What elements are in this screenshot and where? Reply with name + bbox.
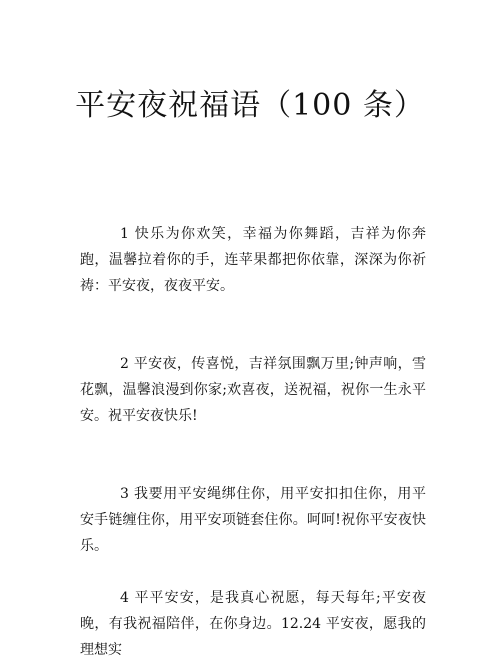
blessing-paragraph-3: 3 我要用平安绳绑住你，用平安扣扣住你，用平安手链缠住你，用平安项链套住你。呵呵!祝你平安夜快乐。	[80, 486, 426, 554]
blessing-paragraph-4: 4 平平安安，是我真心祝愿，每天每年;平安夜晚，有我祝福陪伴，在你身边。12.24 平安夜，愿我的理想实	[80, 590, 426, 658]
document-title: 平安夜祝福语（100 条）	[75, 88, 425, 123]
blessing-paragraph-2: 2 平安夜，传喜悦，吉祥氛围飘万里;钟声响，雪花飘，温馨浪漫到你家;欢喜夜，送祝福，祝你一生永平安。祝平安夜快乐!	[80, 356, 426, 424]
blessing-paragraph-1: 1 快乐为你欢笑，幸福为你舞蹈，吉祥为你奔跑，温馨拉着你的手，连苹果都把你依靠，深深为你祈祷：平安夜，夜夜平安。	[80, 226, 426, 294]
